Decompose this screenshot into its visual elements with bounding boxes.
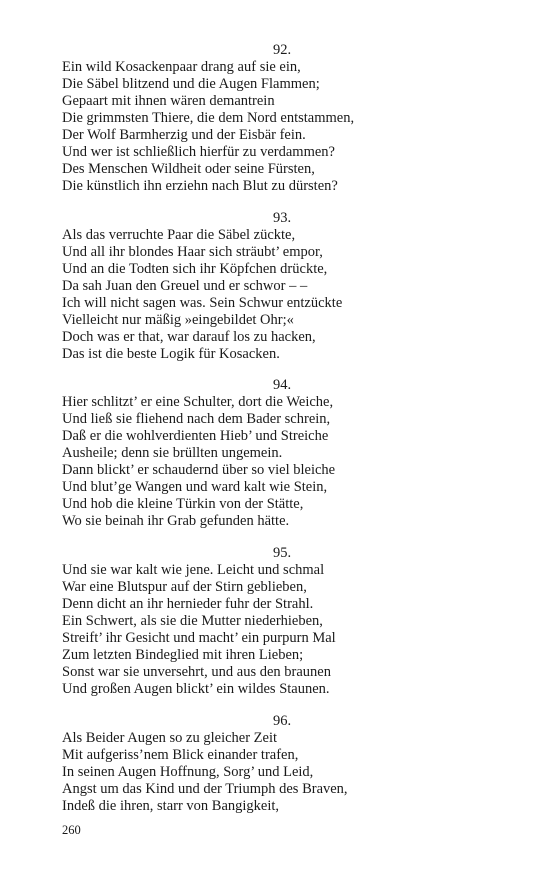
- verse-line: Gepaart mit ihnen wären demantrein: [62, 93, 275, 109]
- verse-line: Und hob die kleine Türkin von der Stätte,: [62, 496, 304, 512]
- verse-line: Die künstlich ihn erziehn nach Blut zu dürsten?: [62, 178, 338, 194]
- verse-line: Und all ihr blondes Haar sich sträubt’ empor,: [62, 244, 323, 260]
- verse-line: Hier schlitzt’ er eine Schulter, dort die Weiche,: [62, 394, 334, 410]
- verse-line: Der Wolf Barmherzig und der Eisbär fein.: [62, 127, 306, 143]
- verse-line: Und großen Augen blickt’ ein wildes Staunen.: [62, 681, 330, 697]
- verse-line: Mit aufgeriss’nem Blick einander trafen,: [62, 747, 299, 763]
- verse-line: Ausheile; denn sie brüllten ungemein.: [62, 445, 283, 461]
- verse-line: Und wer ist schließlich hierfür zu verdammen?: [62, 144, 335, 160]
- stanza-number: 93.: [272, 210, 292, 226]
- stanza: [62, 377, 502, 530]
- stanza: [62, 210, 502, 363]
- verse-line: Streift’ ihr Gesicht und macht’ ein purpurn Mal: [62, 630, 336, 646]
- verse-line: Ein wild Kosackenpaar drang auf sie ein,: [62, 59, 301, 75]
- verse-line: Doch was er that, war darauf los zu hacken,: [62, 329, 316, 345]
- verse-line: Dann blickt’ er schaudernd über so viel bleiche: [62, 462, 336, 478]
- verse-line: Und sie war kalt wie jene. Leicht und schmal: [62, 562, 325, 578]
- verse-line: Die Säbel blitzend und die Augen Flammen;: [62, 76, 320, 92]
- stanza: [62, 545, 502, 698]
- verse-line: Ein Schwert, als sie die Mutter niederhieben,: [62, 613, 323, 629]
- verse-line: Als das verruchte Paar die Säbel zückte,: [62, 227, 296, 243]
- verse-line: Wo sie beinah ihr Grab gefunden hätte.: [62, 513, 290, 529]
- verse-line: Vielleicht nur mäßig »eingebildet Ohr;«: [62, 312, 294, 328]
- verse-line: Das ist die beste Logik für Kosacken.: [62, 346, 280, 362]
- verse-line: Und blut’ge Wangen und ward kalt wie Stein,: [62, 479, 328, 495]
- verse-line: Zum letzten Bindeglied mit ihren Lieben;: [62, 647, 304, 663]
- verse-line: Und an die Todten sich ihr Köpfchen drückte,: [62, 261, 328, 277]
- verse-line: Die grimmsten Thiere, die dem Nord entstammen,: [62, 110, 355, 126]
- stanza-number: 95.: [272, 545, 292, 561]
- stanza-number: 94.: [272, 377, 292, 393]
- stanza-number: 92.: [272, 42, 292, 58]
- verse-line: Und ließ sie fliehend nach dem Bader schrein,: [62, 411, 331, 427]
- verse-line: Denn dicht an ihr hernieder fuhr der Strahl.: [62, 596, 314, 612]
- page-number: 260: [62, 823, 81, 837]
- verse-line: War eine Blutspur auf der Stirn geblieben,: [62, 579, 307, 595]
- verse-line: Daß er die wohlverdienten Hieb’ und Streiche: [62, 428, 329, 444]
- verse-line: Ich will nicht sagen was. Sein Schwur entzückte: [62, 295, 343, 311]
- stanza-number: 96.: [272, 713, 292, 729]
- verse-line: Da sah Juan den Greuel und er schwor – –: [62, 278, 308, 294]
- verse-line: Sonst war sie unversehrt, und aus den braunen: [62, 664, 331, 680]
- verse-line: Des Menschen Wildheit oder seine Fürsten,: [62, 161, 315, 177]
- verse-line: In seinen Augen Hoffnung, Sorg’ und Leid,: [62, 764, 314, 780]
- verse-line: Als Beider Augen so zu gleicher Zeit: [62, 730, 278, 746]
- verse-line: Indeß die ihren, starr von Bangigkeit,: [62, 798, 280, 814]
- verse-line: Angst um das Kind und der Triumph des Braven,: [62, 781, 348, 797]
- stanza: [62, 713, 502, 815]
- stanza: [62, 42, 502, 195]
